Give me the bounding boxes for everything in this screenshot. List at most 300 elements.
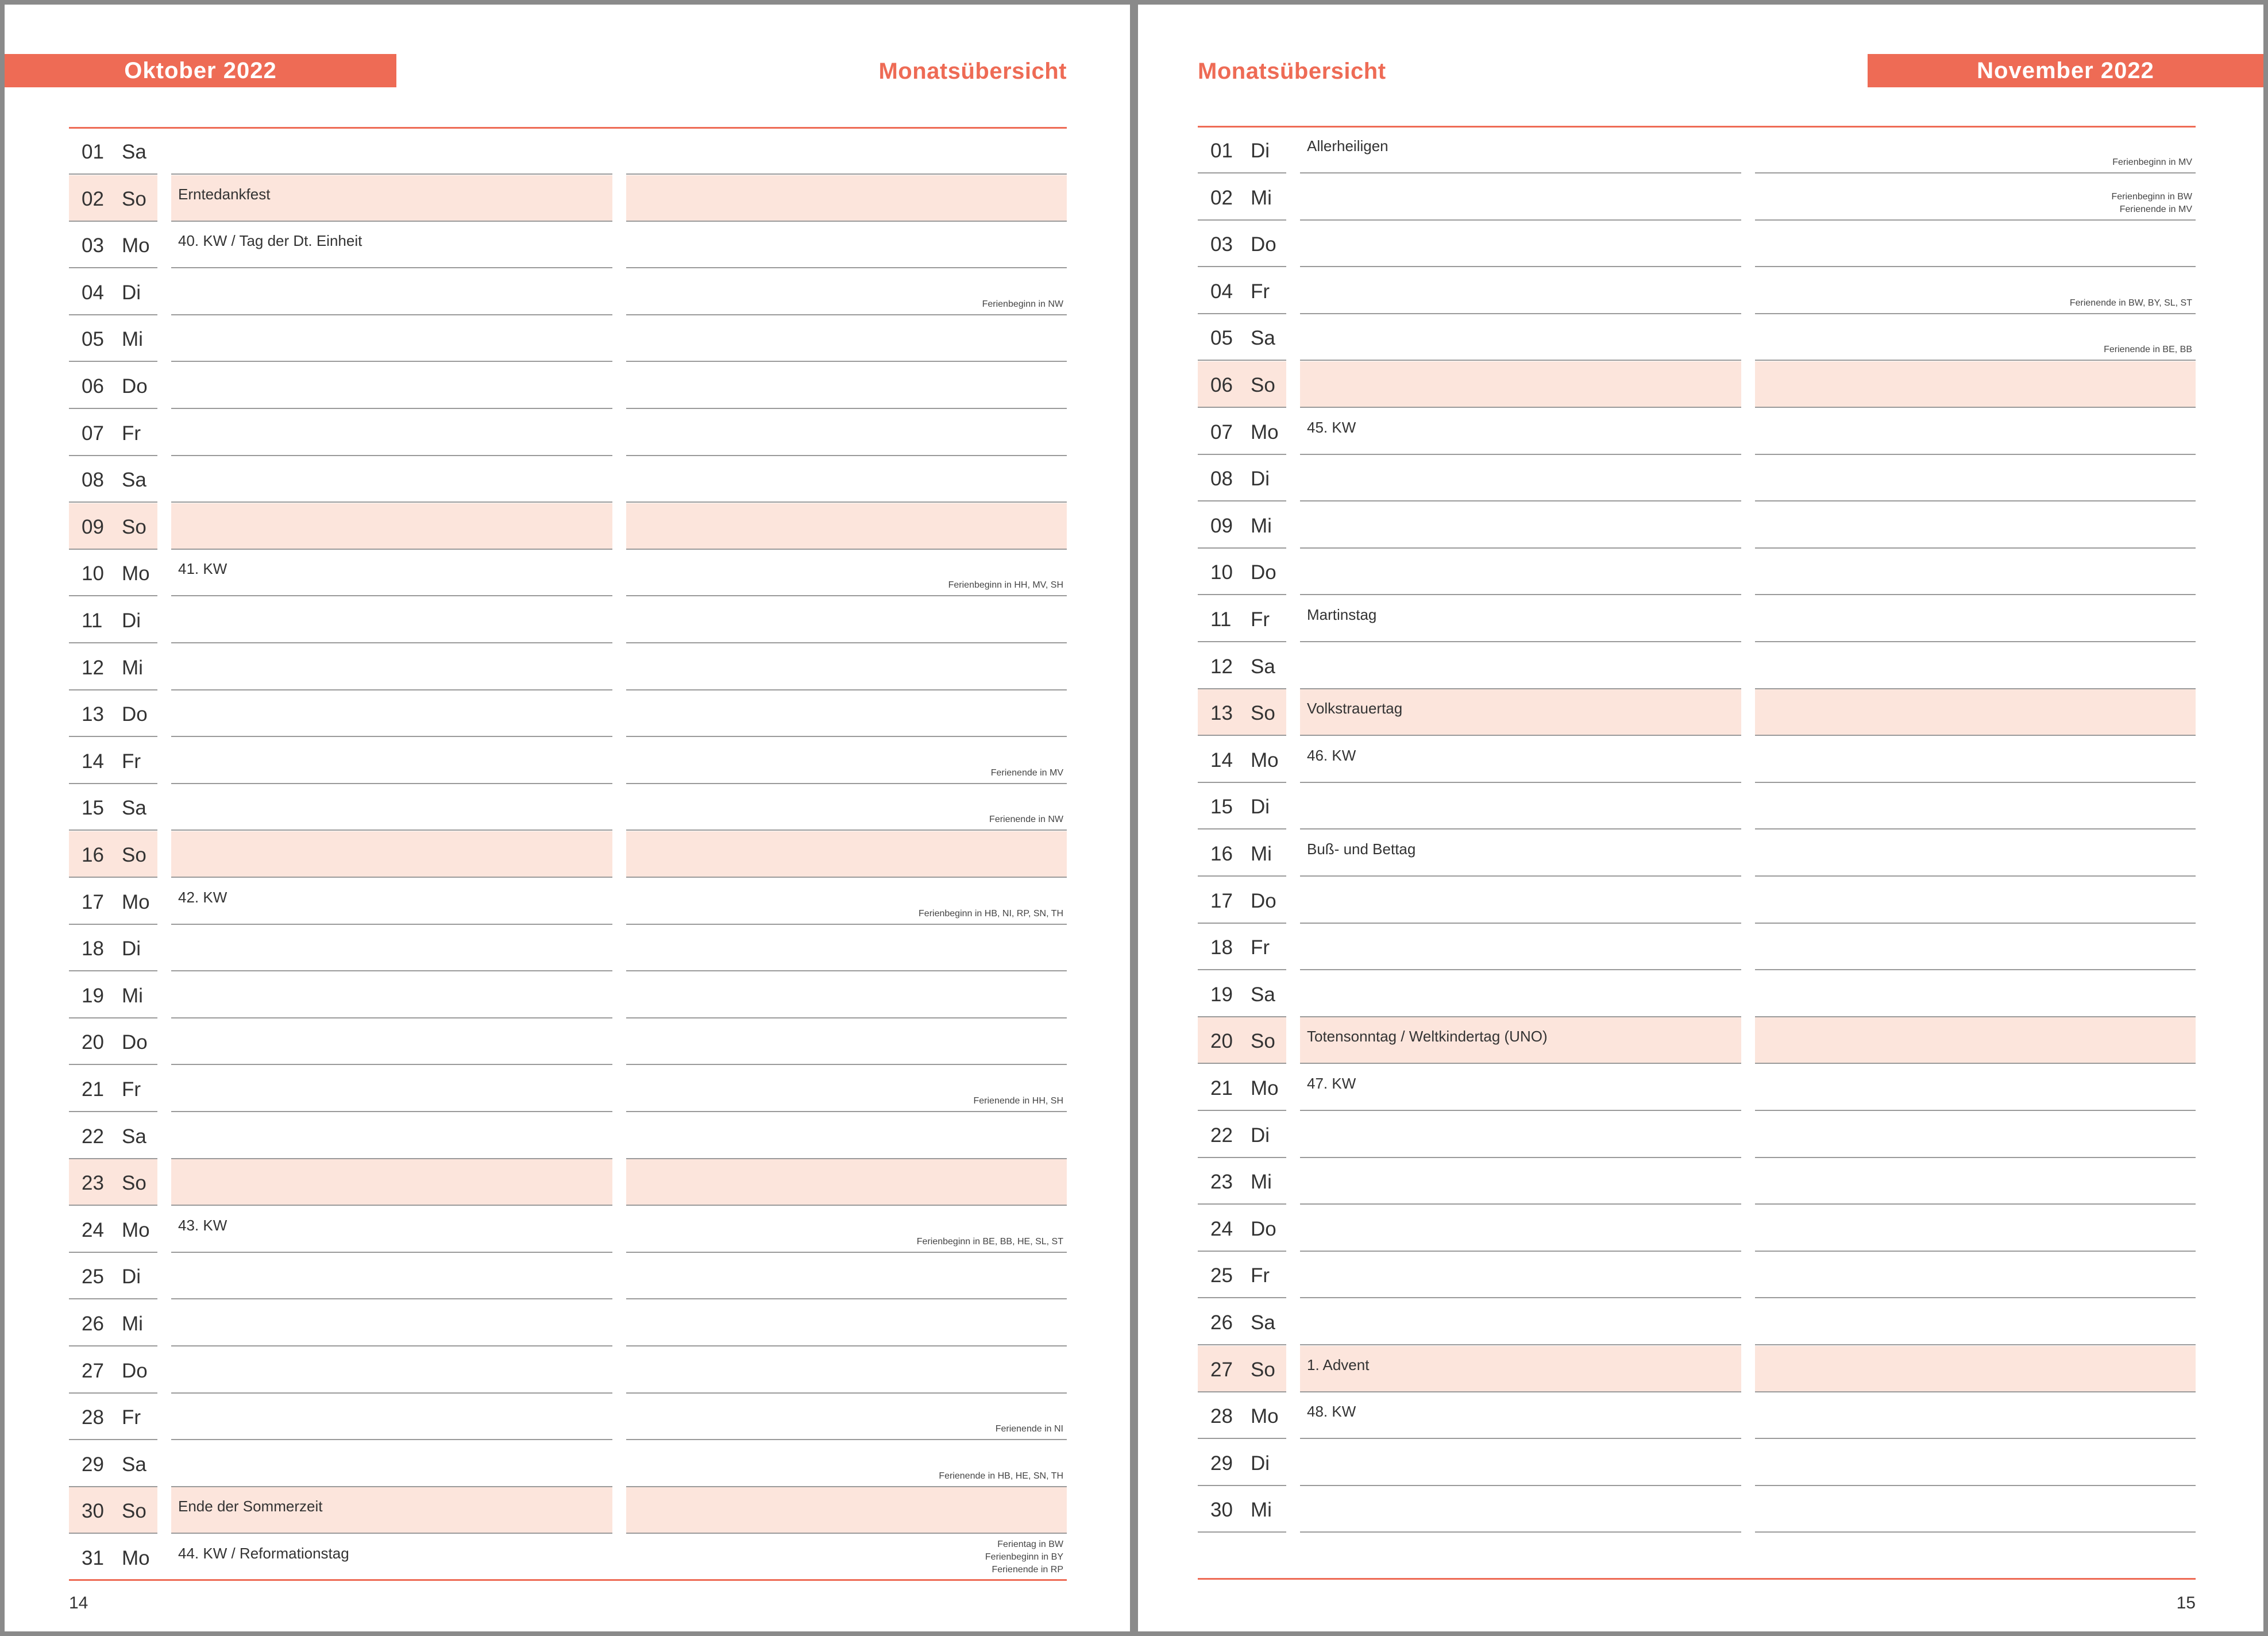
notes-cell[interactable] [626,1018,1067,1065]
event-cell[interactable] [1300,1252,1741,1298]
notes-cell[interactable] [626,175,1067,222]
weekday-name: Di [122,609,141,632]
day-date [69,1159,157,1206]
event-cell[interactable] [171,1253,612,1299]
notes-cell[interactable] [626,1394,1067,1440]
notes-cell[interactable] [1755,1486,2196,1533]
day-number: 05 [1210,327,1233,350]
day-number: 29 [1210,1452,1233,1475]
notes-cell[interactable] [1755,314,2196,361]
event-cell[interactable] [171,1300,612,1346]
notes-cell[interactable] [626,410,1067,456]
event-cell[interactable] [171,1066,612,1112]
event-cell[interactable] [1300,736,1741,783]
day-row [1198,549,2196,596]
event-cell[interactable] [171,738,612,784]
event-cell[interactable] [1300,1346,1741,1392]
weekday-name: Mo [122,1218,150,1241]
weekday-name: Do [122,703,148,726]
day-number: 14 [82,750,104,773]
event-cell[interactable] [1300,643,1741,689]
event-cell[interactable] [1300,877,1741,924]
event-cell[interactable] [1300,502,1741,549]
day-date [69,1018,157,1065]
day-date [1198,643,1286,689]
event-cell[interactable] [1300,221,1741,267]
day-row [1198,1205,2196,1252]
weekday-name: Di [1251,468,1270,491]
day-number: 28 [82,1406,104,1429]
event-cell[interactable] [1300,174,1741,221]
day-number: 22 [1210,1124,1233,1147]
day-date [69,1113,157,1159]
event-cell[interactable] [1300,314,1741,361]
day-date [69,362,157,409]
day-date [69,644,157,690]
weekday-name: So [1251,1358,1275,1381]
event-cell[interactable] [171,925,612,971]
notes-cell[interactable] [626,644,1067,690]
day-number: 12 [1210,655,1233,678]
event-label: 45. KW [1307,418,1356,436]
day-row [69,550,1067,597]
event-cell[interactable] [171,972,612,1018]
event-label: Totensonntag / Weltkindertag (UNO) [1307,1028,1548,1045]
event-cell[interactable] [171,362,612,409]
day-number: 19 [82,984,104,1007]
bottom-rule [1198,1578,2196,1580]
day-row [69,972,1067,1019]
day-number: 06 [1210,374,1233,396]
notes-cell[interactable] [626,362,1067,409]
event-cell[interactable] [171,831,612,878]
event-cell[interactable] [1300,1112,1741,1158]
notes-cell[interactable] [626,1113,1067,1159]
weekday-name: Mo [122,890,150,913]
event-cell[interactable] [1300,455,1741,501]
day-number: 15 [1210,796,1233,819]
event-cell[interactable] [171,690,612,737]
weekday-name: Mi [122,328,143,351]
event-cell[interactable] [171,1347,612,1394]
weekday-name: Fr [1251,936,1270,959]
day-number: 20 [1210,1030,1233,1053]
day-row [1198,361,2196,408]
holiday-note: Ferienbeginn in BE, BB, HE, SL, ST [916,1236,1063,1247]
day-row [69,175,1067,222]
event-cell[interactable] [171,1487,612,1534]
weekday-name: Di [122,937,141,960]
day-row [1198,643,2196,690]
day-date [1198,361,1286,408]
day-row [1198,1112,2196,1159]
notes-cell[interactable] [1755,408,2196,455]
notes-cell[interactable] [626,878,1067,925]
event-cell[interactable] [171,222,612,268]
weekday-name: Di [1251,140,1270,162]
event-cell[interactable] [171,269,612,315]
weekday-name: Sa [122,469,146,492]
weekday-name: Fr [1251,280,1270,303]
day-number: 31 [82,1547,104,1569]
event-cell[interactable] [1300,830,1741,877]
day-number: 02 [1210,186,1233,209]
day-number: 23 [1210,1171,1233,1194]
event-label: Erntedankfest [178,185,271,203]
notes-cell[interactable] [626,456,1067,503]
day-number: 28 [1210,1405,1233,1428]
event-cell[interactable] [1300,549,1741,595]
event-cell[interactable] [1300,1017,1741,1064]
holiday-note: Ferienende in NI [995,1424,1063,1434]
notes-cell[interactable] [626,1441,1067,1487]
weekday-name: Mo [1251,748,1279,771]
day-date [69,128,157,175]
event-cell[interactable] [171,597,612,643]
notes-cell[interactable] [626,831,1067,878]
day-date [69,597,157,643]
day-date [69,925,157,971]
notes-cell[interactable] [1755,971,2196,1017]
notes-cell[interactable] [1755,1112,2196,1158]
weekday-name: So [1251,702,1275,725]
notes-cell[interactable] [1755,596,2196,642]
notes-cell[interactable] [1755,268,2196,314]
notes-cell[interactable] [1755,689,2196,736]
event-label: Ende der Sommerzeit [178,1498,323,1515]
day-date [1198,408,1286,455]
section-title: Monatsübersicht [878,59,1067,84]
weekday-name: Mo [1251,420,1279,443]
weekday-name: So [122,1172,146,1195]
weekday-name: Mi [1251,1499,1272,1522]
notes-cell[interactable] [626,597,1067,643]
notes-cell[interactable] [626,222,1067,268]
weekday-name: Mo [1251,1405,1279,1428]
holiday-note: Ferienbeginn in HH, MV, SH [948,580,1063,591]
day-date [1198,221,1286,267]
day-row [69,362,1067,410]
day-date [1198,1205,1286,1252]
notes-cell[interactable] [626,1253,1067,1299]
event-cell[interactable] [171,456,612,503]
day-number: 05 [82,328,104,351]
notes-cell[interactable] [1755,1346,2196,1392]
day-date [69,878,157,925]
weekday-name: Fr [122,750,141,773]
day-row [1198,1252,2196,1299]
day-number: 08 [1210,468,1233,491]
event-cell[interactable] [1300,1064,1741,1111]
event-cell[interactable] [1300,127,1741,173]
weekday-name: Mo [122,234,150,257]
event-cell[interactable] [1300,971,1741,1017]
day-number: 06 [82,375,104,398]
day-row [1198,174,2196,221]
day-date [69,1534,157,1581]
weekday-name: Mi [122,656,143,679]
event-cell[interactable] [171,550,612,596]
day-row [69,644,1067,691]
event-cell[interactable] [171,128,612,175]
event-cell[interactable] [1300,408,1741,455]
day-row [69,1441,1067,1488]
holiday-note: Ferienende in BW, BY, SL, ST [2069,298,2192,308]
event-cell[interactable] [1300,1158,1741,1205]
month-banner: November 2022 [1868,54,2263,87]
notes-cell[interactable] [626,1159,1067,1206]
holiday-note: Ferienbeginn in HB, NI, RP, SN, TH [919,908,1063,919]
notes-cell[interactable] [1755,877,2196,924]
event-label: 44. KW / Reformationstag [178,1545,349,1562]
day-date [1198,127,1286,173]
notes-cell[interactable] [1755,502,2196,549]
notes-cell[interactable] [1755,924,2196,970]
notes-cell[interactable] [626,269,1067,315]
day-number: 02 [82,187,104,210]
event-cell[interactable] [1300,361,1741,408]
day-number: 13 [1210,702,1233,725]
event-cell[interactable] [1300,1392,1741,1439]
event-cell[interactable] [171,1159,612,1206]
event-cell[interactable] [1300,924,1741,970]
notes-cell[interactable] [626,784,1067,831]
event-cell[interactable] [171,1206,612,1253]
day-row [69,1394,1067,1441]
day-row [69,1159,1067,1206]
notes-cell[interactable] [626,1534,1067,1581]
notes-cell[interactable] [1755,221,2196,267]
day-row [1198,408,2196,456]
notes-cell[interactable] [1755,549,2196,595]
weekday-name: Di [1251,1124,1270,1147]
notes-cell[interactable] [1755,1392,2196,1439]
notes-cell[interactable] [626,925,1067,971]
day-number: 03 [1210,233,1233,256]
notes-cell[interactable] [1755,643,2196,689]
event-cell[interactable] [1300,1440,1741,1486]
weekday-name: Di [1251,796,1270,819]
weekday-name: Sa [122,1125,146,1148]
month-banner: Oktober 2022 [5,54,396,87]
day-row [69,738,1067,785]
event-cell[interactable] [1300,1486,1741,1533]
event-cell[interactable] [171,175,612,222]
weekday-name: So [122,1500,146,1523]
event-cell[interactable] [171,410,612,456]
day-date [1198,314,1286,361]
holiday-note: Ferienbeginn in MV [2112,157,2192,167]
notes-cell[interactable] [1755,1158,2196,1205]
holiday-note: Ferienende in BE, BB [2104,345,2192,355]
notes-cell[interactable] [1755,174,2196,221]
day-date [1198,549,1286,595]
notes-cell[interactable] [1755,736,2196,783]
day-row [69,1300,1067,1347]
day-date [1198,877,1286,924]
day-date [1198,1346,1286,1392]
day-row [1198,1299,2196,1346]
day-date [69,972,157,1018]
event-cell[interactable] [1300,783,1741,829]
event-label: 43. KW [178,1216,227,1234]
day-date [69,503,157,550]
notes-cell[interactable] [1755,1205,2196,1252]
bottom-rule [69,1579,1067,1581]
event-cell[interactable] [1300,1299,1741,1345]
day-date [1198,1158,1286,1205]
day-date [1198,1112,1286,1158]
event-cell[interactable] [171,315,612,362]
event-cell[interactable] [1300,268,1741,314]
day-row [69,1018,1067,1066]
weekday-name: Mi [1251,1171,1272,1194]
notes-cell[interactable] [1755,783,2196,829]
event-cell[interactable] [171,503,612,550]
day-number: 09 [82,515,104,538]
day-row [1198,596,2196,643]
event-cell[interactable] [1300,689,1741,736]
day-date [69,1066,157,1112]
weekday-name: Mi [1251,514,1272,537]
day-number: 20 [82,1031,104,1054]
day-date [69,1441,157,1487]
notes-cell[interactable] [626,550,1067,596]
day-date [69,410,157,456]
day-number: 21 [82,1078,104,1101]
notes-cell[interactable] [626,1347,1067,1394]
holiday-note: Ferienbeginn in NW [982,299,1063,309]
event-cell[interactable] [171,878,612,925]
day-row [69,1066,1067,1113]
notes-cell[interactable] [1755,1299,2196,1345]
day-number: 03 [82,234,104,257]
weekday-name: Di [122,281,141,304]
event-cell[interactable] [171,784,612,831]
notes-cell[interactable] [626,503,1067,550]
day-date [69,738,157,784]
day-number: 07 [82,422,104,445]
weekday-name: So [122,515,146,538]
notes-cell[interactable] [626,1066,1067,1112]
day-row [1198,314,2196,361]
weekday-name: Do [122,375,148,398]
day-date [1198,268,1286,314]
holiday-note: Ferienende in HH, SH [973,1096,1063,1106]
notes-cell[interactable] [1755,1017,2196,1064]
weekday-name: Sa [122,141,146,163]
day-number: 22 [82,1125,104,1148]
day-row [69,1113,1067,1160]
event-cell[interactable] [171,1441,612,1487]
weekday-name: Sa [1251,1311,1275,1334]
event-cell[interactable] [171,1534,612,1581]
weekday-name: Mo [122,1547,150,1569]
event-cell[interactable] [171,1018,612,1065]
day-row [1198,502,2196,549]
day-date [69,784,157,831]
notes-cell[interactable] [1755,455,2196,501]
holiday-note: Ferienende in HB, HE, SN, TH [939,1471,1063,1481]
event-cell[interactable] [1300,1205,1741,1252]
section-title: Monatsübersicht [1198,59,1386,84]
notes-cell[interactable] [626,972,1067,1018]
day-row [69,925,1067,972]
weekday-name: Do [1251,889,1276,912]
notes-cell[interactable] [626,1487,1067,1534]
day-row [69,690,1067,738]
day-date [1198,1486,1286,1533]
weekday-name: Sa [1251,327,1275,350]
day-number: 12 [82,656,104,679]
notes-cell[interactable] [626,128,1067,175]
day-date [1198,689,1286,736]
day-row [1198,268,2196,315]
day-row [69,784,1067,831]
event-cell[interactable] [171,1113,612,1159]
page-number: 15 [2176,1593,2196,1612]
notes-cell[interactable] [626,1300,1067,1346]
day-row [69,1206,1067,1253]
notes-cell[interactable] [626,690,1067,737]
day-date [1198,502,1286,549]
holiday-note: Ferienende in NW [989,815,1063,825]
weekday-name: Mi [122,1313,143,1335]
day-number: 29 [82,1453,104,1476]
day-number: 19 [1210,983,1233,1006]
day-number: 11 [1210,608,1232,631]
notes-cell[interactable] [1755,127,2196,173]
day-date [69,269,157,315]
notes-cell[interactable] [1755,1252,2196,1298]
day-date [69,315,157,362]
weekday-name: Do [122,1031,148,1054]
day-number: 15 [82,797,104,820]
event-cell[interactable] [1300,596,1741,642]
day-row [1198,1440,2196,1487]
notes-cell[interactable] [626,315,1067,362]
day-date [69,831,157,878]
event-cell[interactable] [171,1394,612,1440]
day-date [69,175,157,222]
notes-cell[interactable] [1755,830,2196,877]
weekday-name: Di [1251,1452,1270,1475]
day-row [1198,1346,2196,1393]
day-date [69,1300,157,1346]
day-date [1198,830,1286,877]
weekday-name: Fr [1251,1264,1270,1287]
day-date [69,1487,157,1534]
day-row [1198,1064,2196,1112]
notes-cell[interactable] [1755,1064,2196,1111]
day-row [1198,1017,2196,1064]
event-cell[interactable] [171,644,612,690]
day-number: 04 [82,281,104,304]
day-number: 17 [82,890,104,913]
day-number: 17 [1210,889,1233,912]
weekday-name: Fr [1251,608,1270,631]
notes-cell[interactable] [626,738,1067,784]
day-row [69,597,1067,644]
day-date [69,1253,157,1299]
day-date [1198,1299,1286,1345]
day-row [1198,1392,2196,1440]
notes-cell[interactable] [1755,1440,2196,1486]
weekday-name: So [1251,374,1275,396]
weekday-name: So [1251,1030,1275,1053]
notes-cell[interactable] [1755,361,2196,408]
notes-cell[interactable] [626,1206,1067,1253]
